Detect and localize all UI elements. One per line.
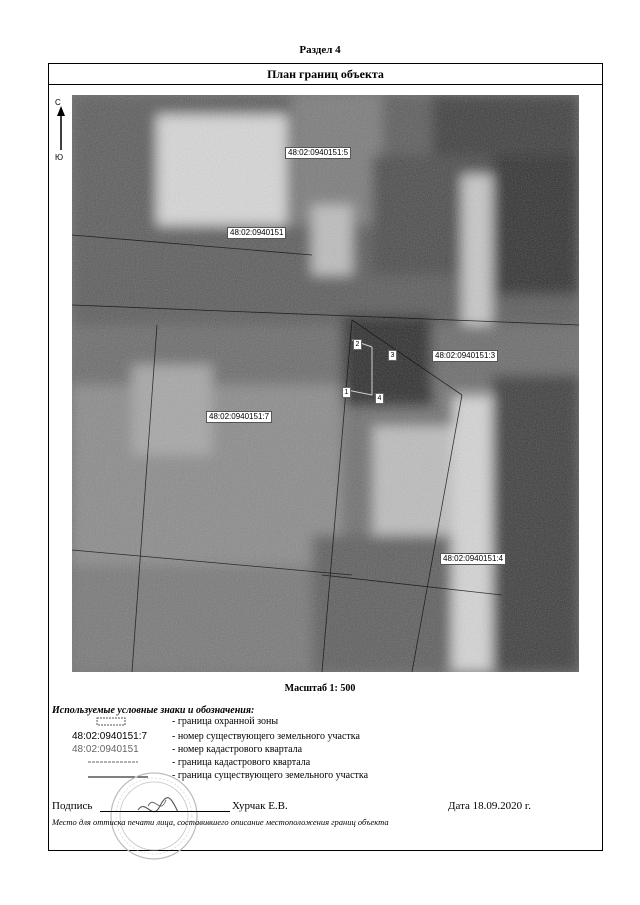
legend-title: Используемые условные знаки и обозначения: [52,705,255,716]
aerial-map [72,95,579,672]
map-image [72,95,579,672]
scale-text: Масштаб 1: 500 [284,683,356,694]
parcel-label: 48:02:0940151:7 [206,411,272,423]
legend-description: - граница охранной зоны [172,716,279,727]
boundary-point: 4 [375,393,384,404]
protection-zone-symbol-icon [96,717,126,727]
quarter-boundary-symbol-icon [88,759,138,765]
legend-description: - граница существующего земельного участка [172,770,369,781]
parcel-label: 48:02:0940151:5 [285,147,351,159]
boundary-point: 2 [353,339,362,350]
parcel-label: 48:02:0940151:3 [432,350,498,362]
signature-date: Дата 18.09.2020 г. [448,800,531,812]
legend-item [52,716,592,728]
legend-item [52,757,592,769]
legend-description: - номер существующего земельного участка [172,731,360,742]
quarter-label: 48:02:0940151 [227,227,286,239]
boundary-point: 3 [388,350,397,361]
signature-label: Подпись [52,800,93,812]
quarter-number-sample: 48:02:0940151 [72,744,139,755]
seal-stamp [108,770,200,862]
legend-item [52,731,592,743]
legend-description: - граница кадастрового квартала [172,757,311,768]
signature-line [100,811,230,812]
north-arrow [54,98,70,168]
south-label: Ю [55,153,64,162]
north-label: С [55,98,61,107]
legend-item [52,744,592,756]
parcel-number-sample: 48:02:0940151:7 [72,731,148,742]
signature-row [52,800,552,814]
legend-description: - номер кадастрового квартала [172,744,303,755]
boundary-point: 1 [342,387,351,398]
signer-name: Хурчак Е.В. [232,800,288,812]
parcel-label: 48:02:0940151:4 [440,553,506,565]
north-arrow-icon [55,106,67,152]
plan-title: План границ объекта [48,63,603,85]
section-title: Раздел 4 [299,44,341,56]
stamp-note: Место для оттиска печати лица, составившего описание местоположения границ объекта [52,817,389,827]
